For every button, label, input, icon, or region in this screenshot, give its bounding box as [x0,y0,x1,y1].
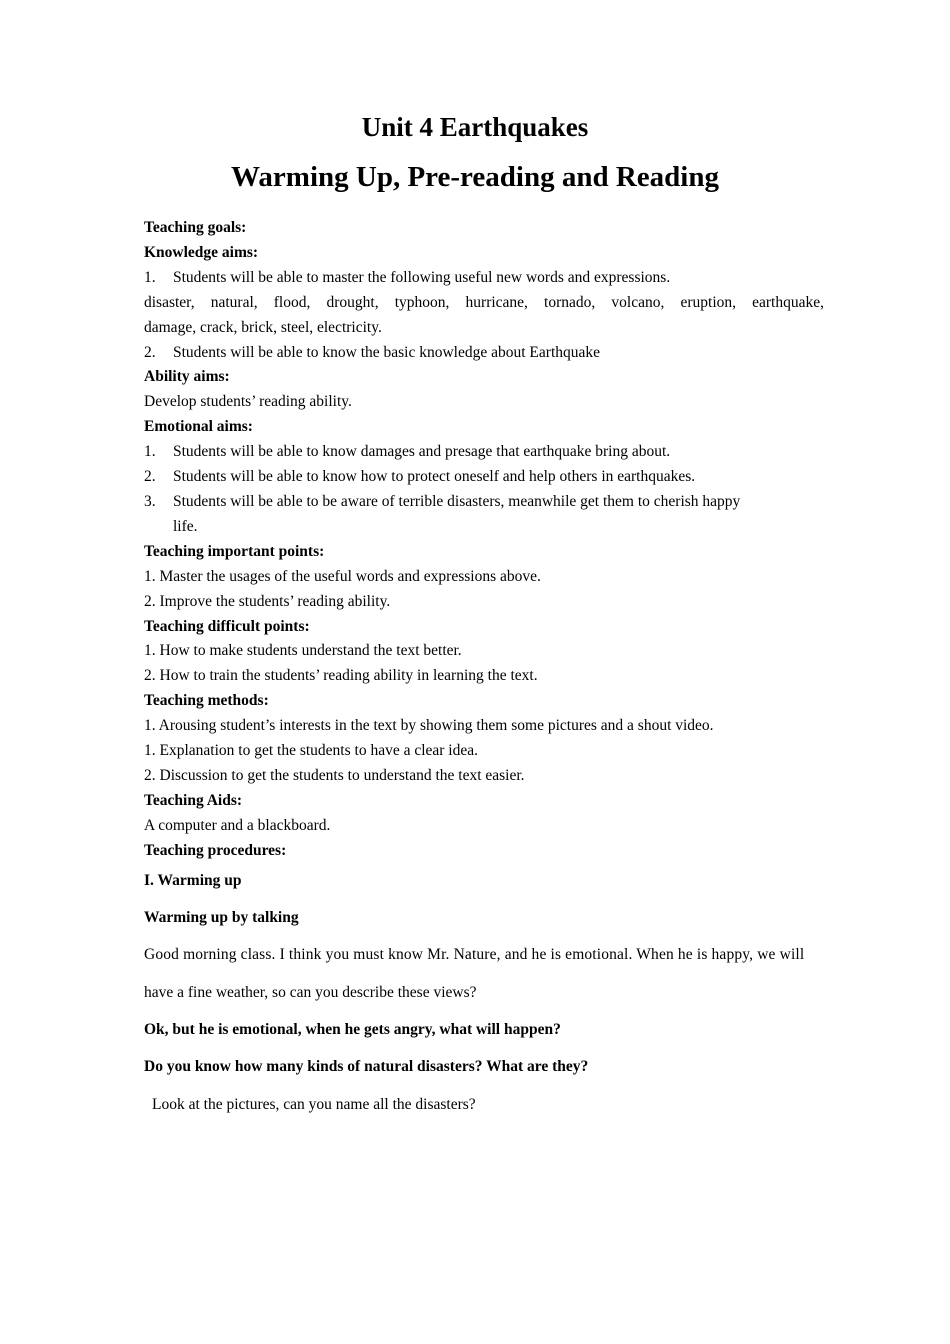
emotional-item-3 [144,490,824,515]
list-item-text: Students will be able to know how to protect oneself and help others in earthquakes. [173,468,696,486]
list-item: 2. Discussion to get the students to understand the text easier. [144,766,525,784]
difficult-points-heading: Teaching difficult points: [144,617,310,635]
vocabulary-words-line-2: damage, crack, brick, steel, electricity. [144,318,382,336]
important-points-heading: Teaching important points: [144,542,325,560]
teaching-aids-text: A computer and a blackboard. [144,816,331,834]
emotional-item-3-continuation: life. [173,517,198,535]
list-item-text: Students will be able to be aware of terrible disasters, meanwhile get them to cherish happy [173,492,741,510]
teaching-plan-body [144,216,824,864]
ability-aims-heading: Ability aims: [144,368,230,386]
document-subtitle: Warming Up, Pre-reading and Reading [231,161,719,193]
emotional-item-2 [144,465,824,490]
vocabulary-words-line-1: disaster, natural, flood, drought, typhoon, hurricane, tornado, volcano, eruption, earthquake, [144,293,824,311]
list-number: 3. [144,492,156,510]
warming-up-heading: I. Warming up [144,872,242,889]
knowledge-item-2 [144,341,824,366]
knowledge-aims-heading: Knowledge aims: [144,243,259,261]
ability-aims-text: Develop students’ reading ability. [144,393,352,411]
warming-up-subheading: Warming up by talking [144,909,299,926]
teaching-procedures-heading: Teaching procedures: [144,841,287,859]
list-number: 2. [144,343,156,361]
emotional-item-1 [144,440,824,465]
list-item: 1. Arousing student’s interests in the text by showing them some pictures and a shout video. [144,717,714,735]
list-item-text: Students will be able to master the following useful new words and expressions. [173,268,671,286]
list-item-text: Students will be able to know damages and presage that earthquake bring about. [173,443,671,461]
emotional-aims-heading: Emotional aims: [144,418,253,436]
document-title: Unit 4 Earthquakes [361,112,589,142]
question-disaster-kinds: Do you know how many kinds of natural disasters? What are they? [144,1058,589,1075]
list-item: 1. Master the usages of the useful words and expressions above. [144,567,541,585]
warming-paragraph-line-1: Good morning class. I think you must know Mr. Nature, and he is emotional. When he is happy, we will [144,946,805,963]
list-item-text: Students will be able to know the basic knowledge about Earthquake [173,343,601,361]
list-number: 1. [144,443,156,461]
warming-paragraph-line-2: have a fine weather, so can you describe these views? [144,984,477,1001]
instruction-look-at-pictures: Look at the pictures, can you name all the disasters? [152,1096,476,1113]
knowledge-item-1 [144,266,824,291]
teaching-aids-heading: Teaching Aids: [144,791,243,809]
list-item: 1. How to make students understand the text better. [144,642,462,660]
question-angry: Ok, but he is emotional, when he gets angry, what will happen? [144,1021,561,1038]
list-item: 1. Explanation to get the students to have a clear idea. [144,742,478,760]
list-item: 2. How to train the students’ reading ability in learning the text. [144,667,538,685]
list-item: 2. Improve the students’ reading ability. [144,592,391,610]
teaching-goals-heading: Teaching goals: [144,219,247,236]
list-number: 2. [144,468,156,486]
teaching-methods-heading: Teaching methods: [144,692,269,710]
list-number: 1. [144,268,156,286]
